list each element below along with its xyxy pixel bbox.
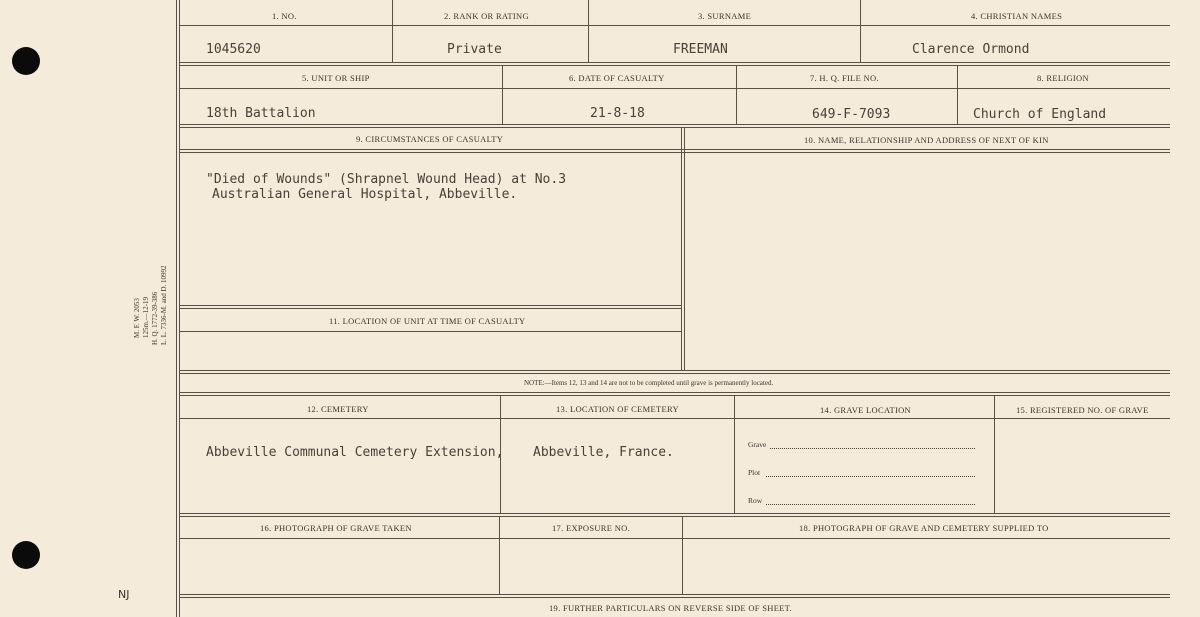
rule	[957, 65, 958, 124]
rule	[588, 0, 589, 62]
margin-line	[176, 0, 177, 617]
label-cemetery: 12. CEMETERY	[307, 404, 369, 414]
rule	[180, 418, 1170, 419]
label-location-of-unit: 11. LOCATION OF UNIT AT TIME OF CASUALTY	[329, 316, 526, 326]
label-rank: 2. RANK OR RATING	[444, 11, 529, 21]
rule	[180, 538, 1170, 539]
value-unit: 18th Battalion	[206, 106, 316, 121]
label-circumstances: 9. CIRCUMSTANCES OF CASUALTY	[356, 134, 504, 144]
value-circumstances-line2: Australian General Hospital, Abbeville.	[212, 187, 518, 202]
label-surname: 3. SURNAME	[698, 11, 752, 21]
rule	[180, 516, 1170, 517]
label-hq-file-no: 7. H. Q. FILE NO.	[810, 73, 879, 83]
rule	[180, 513, 1170, 514]
rule	[682, 516, 683, 594]
value-surname: FREEMAN	[673, 42, 728, 57]
rule	[736, 65, 737, 124]
note: NOTE:—Items 12, 13 and 14 are not to be completed until grave is permanently located.	[524, 379, 774, 387]
rule	[681, 127, 682, 370]
label-no: 1. NO.	[272, 11, 297, 21]
rule	[392, 0, 393, 62]
rule	[180, 127, 1170, 128]
value-cemetery: Abbeville Communal Cemetery Extension,	[206, 445, 504, 460]
rule	[180, 373, 1170, 374]
rule	[180, 392, 1170, 393]
initials: NJ	[118, 588, 130, 601]
label-grave-location: 14. GRAVE LOCATION	[820, 405, 911, 415]
value-no: 1045620	[206, 42, 261, 57]
value-circumstances-line1: "Died of Wounds" (Shrapnel Wound Head) at No.3	[206, 172, 567, 187]
rule	[180, 152, 1170, 153]
grave-label: Grave	[748, 440, 767, 449]
rule	[180, 65, 1170, 66]
rule	[180, 62, 1170, 63]
rule	[180, 305, 682, 306]
rule	[734, 395, 735, 513]
rule	[502, 65, 503, 124]
rule	[994, 395, 995, 513]
label-date-of-casualty: 6. DATE OF CASUALTY	[569, 73, 665, 83]
rule	[860, 0, 861, 62]
label-next-of-kin: 10. NAME, RELATIONSHIP AND ADDRESS OF NEXT OF KIN	[804, 135, 1049, 145]
rule	[180, 331, 682, 332]
label-photo-supplied: 18. PHOTOGRAPH OF GRAVE AND CEMETERY SUPPLIED TO	[799, 523, 1049, 533]
row-dots	[766, 504, 975, 505]
value-rank: Private	[447, 42, 502, 57]
label-unit: 5. UNIT OR SHIP	[302, 73, 370, 83]
margin-print-1: M. F. W. 2053	[133, 298, 141, 338]
punch-hole-bottom	[12, 541, 40, 569]
plot-label: Plot	[748, 468, 761, 477]
rule	[180, 594, 1170, 595]
label-exposure-no: 17. EXPOSURE NO.	[552, 523, 631, 533]
value-location-of-cemetery: Abbeville, France.	[533, 445, 674, 460]
rule	[180, 395, 1170, 396]
rule	[180, 597, 1170, 598]
rule	[180, 370, 1170, 371]
rule	[180, 124, 1170, 125]
label-location-of-cemetery: 13. LOCATION OF CEMETERY	[556, 404, 679, 414]
rule	[499, 516, 500, 594]
label-further-particulars: 19. FURTHER PARTICULARS ON REVERSE SIDE OF SHEET.	[549, 603, 792, 613]
label-photo-taken: 16. PHOTOGRAPH OF GRAVE TAKEN	[260, 523, 412, 533]
value-religion: Church of England	[973, 107, 1107, 122]
rule	[684, 127, 685, 370]
label-registered-no: 15. REGISTERED NO. OF GRAVE	[1016, 405, 1149, 415]
punch-hole-top	[12, 47, 40, 75]
rule	[180, 25, 1170, 26]
plot-dots	[766, 476, 975, 477]
row-label: Row	[748, 496, 763, 505]
grave-dots	[770, 448, 975, 449]
rule	[180, 308, 682, 309]
value-date-of-casualty: 21-8-18	[590, 106, 645, 121]
margin-print-4: L. L. 7336-M. and D. 10992	[160, 265, 168, 345]
rule	[180, 149, 1170, 150]
value-christian-names: Clarence Ormond	[912, 42, 1030, 57]
label-religion: 8. RELIGION	[1037, 73, 1089, 83]
label-christian-names: 4. CHRISTIAN NAMES	[971, 11, 1063, 21]
value-hq-file-no: 649-F-7093	[812, 107, 891, 122]
rule	[180, 88, 1170, 89]
margin-print-3: H. Q. 1772-39-386	[151, 291, 159, 345]
margin-print-2: 125m.—12-19	[142, 296, 150, 338]
